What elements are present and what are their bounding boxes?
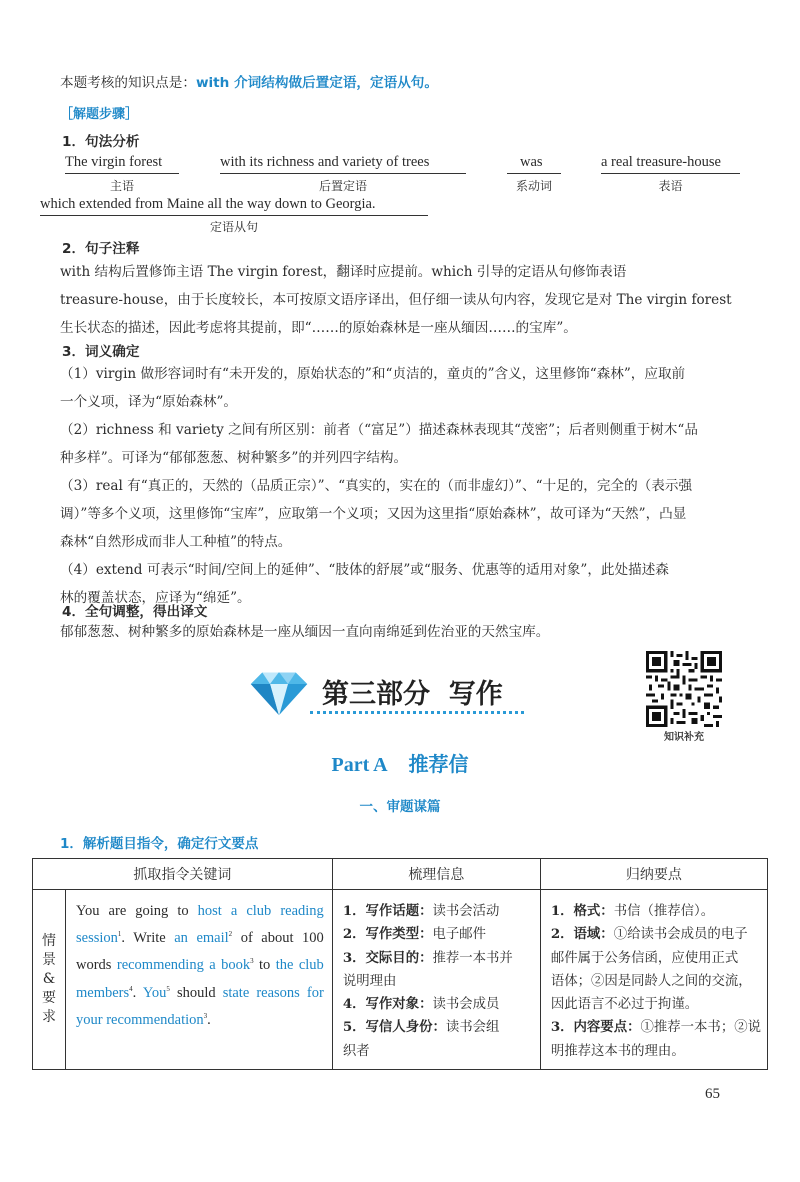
side-label-char: 要 bbox=[42, 990, 56, 1007]
info-item: 5．写信人身份：读书会组 bbox=[342, 1019, 500, 1036]
intro-highlight: with 介词结构做后置定语，定语从句。 bbox=[195, 75, 438, 91]
step3-line: （2）richness 和 variety 之间有所区别：前者（“富足”）描述森林表现其“茂密”；后者则侧重于树木“品 bbox=[60, 422, 698, 438]
points-item: 3．内容要点：①推荐一本书；②说 bbox=[550, 1019, 761, 1036]
footnote-mark: 3 bbox=[203, 1011, 208, 1020]
qr-caption: 知识补充 bbox=[664, 732, 704, 743]
info-item: 织者 bbox=[342, 1043, 370, 1059]
side-label-char: & bbox=[42, 971, 56, 988]
table-header-row bbox=[33, 859, 768, 890]
footnote-mark: 3 bbox=[250, 957, 254, 966]
info-item: 3．交际目的：推荐一本书并 bbox=[342, 949, 513, 966]
points-item: 语体；②因是同龄人之间的交流， bbox=[550, 973, 752, 989]
instruction-fragment: of about 100 words bbox=[76, 930, 324, 974]
role-subject: 主语 bbox=[109, 179, 134, 193]
part-title bbox=[0, 748, 800, 777]
step3-line: 林的覆盖状态，应译为“绵延”。 bbox=[60, 590, 251, 606]
step4-title: 4．全句调整，得出译文 bbox=[62, 604, 208, 620]
banner-dotted-rule bbox=[310, 711, 524, 714]
step3-line: （3）real 有“真正的，天然的（品质正宗）”、“真实的，实在的（而非虚幻）”、“十足的，完全的（表示强 bbox=[60, 478, 693, 494]
footnote-mark: 2 bbox=[228, 930, 233, 939]
step2-line: treasure-house，由于长度较长，本可按原文语序译出，但仔细一读从句内容，发现它是对 The virgin forest bbox=[60, 292, 732, 308]
segment-relative-clause: which extended from Maine all the way down to Georgia. bbox=[40, 196, 376, 212]
step2-body bbox=[60, 258, 750, 342]
key-phrase: state reasons for your recommendation bbox=[76, 984, 324, 1028]
role-postmodifier: 后置定语 bbox=[318, 179, 367, 193]
role-verb: 系动词 bbox=[515, 179, 552, 193]
step3-body bbox=[60, 360, 750, 612]
step2-line: 生长状态的描述，因此考虑将其提前，即“……的原始森林是一座从缅因……的宝库”。 bbox=[60, 320, 577, 336]
step4-translation: 郁郁葱葱、树种繁多的原始森林是一座从缅因一直向南绵延到佐治亚的天然宝库。 bbox=[60, 624, 550, 640]
instruction-cell bbox=[66, 890, 333, 1070]
qr-code-icon[interactable] bbox=[646, 651, 722, 727]
underline bbox=[220, 173, 466, 174]
footnote-mark: 4 bbox=[129, 984, 133, 993]
part-name: 推荐信 bbox=[408, 752, 469, 776]
footnote-mark: 1 bbox=[117, 930, 122, 939]
info-item: 说明理由 bbox=[342, 973, 397, 989]
instruction-fragment: . bbox=[132, 984, 143, 1001]
side-label-char: 景 bbox=[42, 952, 56, 969]
underline bbox=[601, 173, 740, 174]
table-header: 梳理信息 bbox=[332, 859, 540, 890]
table-header: 归纳要点 bbox=[540, 859, 767, 890]
instruction-fragment: should bbox=[169, 984, 223, 1001]
step2-title: 2．句子注释 bbox=[62, 241, 140, 257]
key-phrase: recommending a book bbox=[116, 957, 251, 974]
step3-title: 3．词义确定 bbox=[62, 344, 140, 360]
step3-line: 一个义项，译为“原始森林”。 bbox=[60, 394, 238, 410]
info-list bbox=[343, 900, 534, 1063]
step3-line: （4）extend 可表示“时间/空间上的延伸”、“肢体的舒展”或“服务、优惠等的适用对象”，此处描述森 bbox=[60, 562, 669, 578]
step3-line: 种多样”。可译为“郁郁葱葱、树种繁多”的并列四字结构。 bbox=[60, 450, 408, 466]
instruction-fragment: . bbox=[207, 1011, 211, 1028]
step3-line: 调）”等多个义项，这里修饰“宝库”，应取第一个义项；又因为这里指“原始森林”，故可译为“天然”，凸显 bbox=[60, 506, 687, 522]
key-phrase: an email bbox=[174, 930, 229, 947]
step3-line: （1）virgin 做形容词时有“未开发的，原始状态的”和“贞洁的，童贞的”含义，这里修饰“森林”，应取前 bbox=[60, 366, 686, 382]
table-header: 抓取指令关键词 bbox=[33, 859, 333, 890]
requirements-table bbox=[32, 858, 768, 1070]
side-label-char: 情 bbox=[42, 933, 56, 950]
footnote-mark: 5 bbox=[166, 984, 170, 993]
points-item: 明推荐这本书的理由。 bbox=[550, 1043, 685, 1059]
instruction-fragment: You are going to bbox=[76, 903, 198, 919]
points-item: 邮件属于公务信函，应使用正式 bbox=[550, 950, 739, 966]
intro-line bbox=[60, 73, 438, 93]
part-label: Part A bbox=[331, 754, 388, 776]
underline bbox=[507, 173, 561, 174]
key-phrase: You bbox=[142, 984, 167, 1001]
role-relative-clause: 定语从句 bbox=[209, 220, 258, 234]
intro-prefix: 本题考核的知识点是： bbox=[60, 75, 196, 91]
points-item: 1．格式：书信（推荐信）。 bbox=[550, 903, 715, 919]
info-item: 1．写作话题：读书会活动 bbox=[342, 903, 500, 919]
steps-label: ［解题步骤］ bbox=[60, 107, 139, 122]
info-item: 2．写作类型：电子邮件 bbox=[342, 926, 487, 943]
points-list bbox=[551, 900, 761, 1063]
underline bbox=[65, 173, 179, 174]
subsection-title: 1．解析题目指令，确定行文要点 bbox=[60, 836, 259, 852]
points-cell bbox=[540, 890, 767, 1070]
info-cell bbox=[332, 890, 540, 1070]
underline bbox=[40, 215, 428, 216]
side-label-char: 求 bbox=[42, 1009, 56, 1026]
segment-subject: The virgin forest bbox=[65, 154, 163, 170]
diamond-icon bbox=[246, 668, 312, 720]
step3-line: 森林“自然形成而非人工种植”的特点。 bbox=[60, 534, 292, 550]
segment-verb: was bbox=[520, 154, 543, 170]
instruction-fragment: to bbox=[253, 957, 276, 974]
points-item: 因此语言不必过于拘谨。 bbox=[550, 997, 699, 1013]
points-item: 2．语域：①给读书会成员的电子 bbox=[550, 926, 748, 943]
banner-title: 第三部分 写作 bbox=[322, 679, 503, 710]
segment-postmodifier: with its richness and variety of trees bbox=[220, 154, 430, 170]
step1-title: 1．句法分析 bbox=[62, 134, 140, 150]
page-number: 65 bbox=[705, 1086, 720, 1102]
side-label bbox=[33, 890, 66, 1070]
table-row bbox=[33, 890, 768, 1070]
section-title: 一、审题谋篇 bbox=[359, 799, 441, 815]
role-predicative: 表语 bbox=[658, 179, 683, 193]
key-phrase: the club members bbox=[76, 957, 324, 1001]
segment-predicative: a real treasure-house bbox=[601, 154, 721, 170]
info-item: 4．写作对象：读书会成员 bbox=[342, 996, 500, 1013]
instruction-fragment: . Write bbox=[121, 930, 175, 947]
step2-line: with 结构后置修饰主语 The virgin forest，翻译时应提前。which 引导的定语从句修饰表语 bbox=[60, 264, 627, 280]
instruction-text bbox=[76, 900, 324, 1032]
key-phrase: host a club reading session bbox=[76, 903, 324, 947]
